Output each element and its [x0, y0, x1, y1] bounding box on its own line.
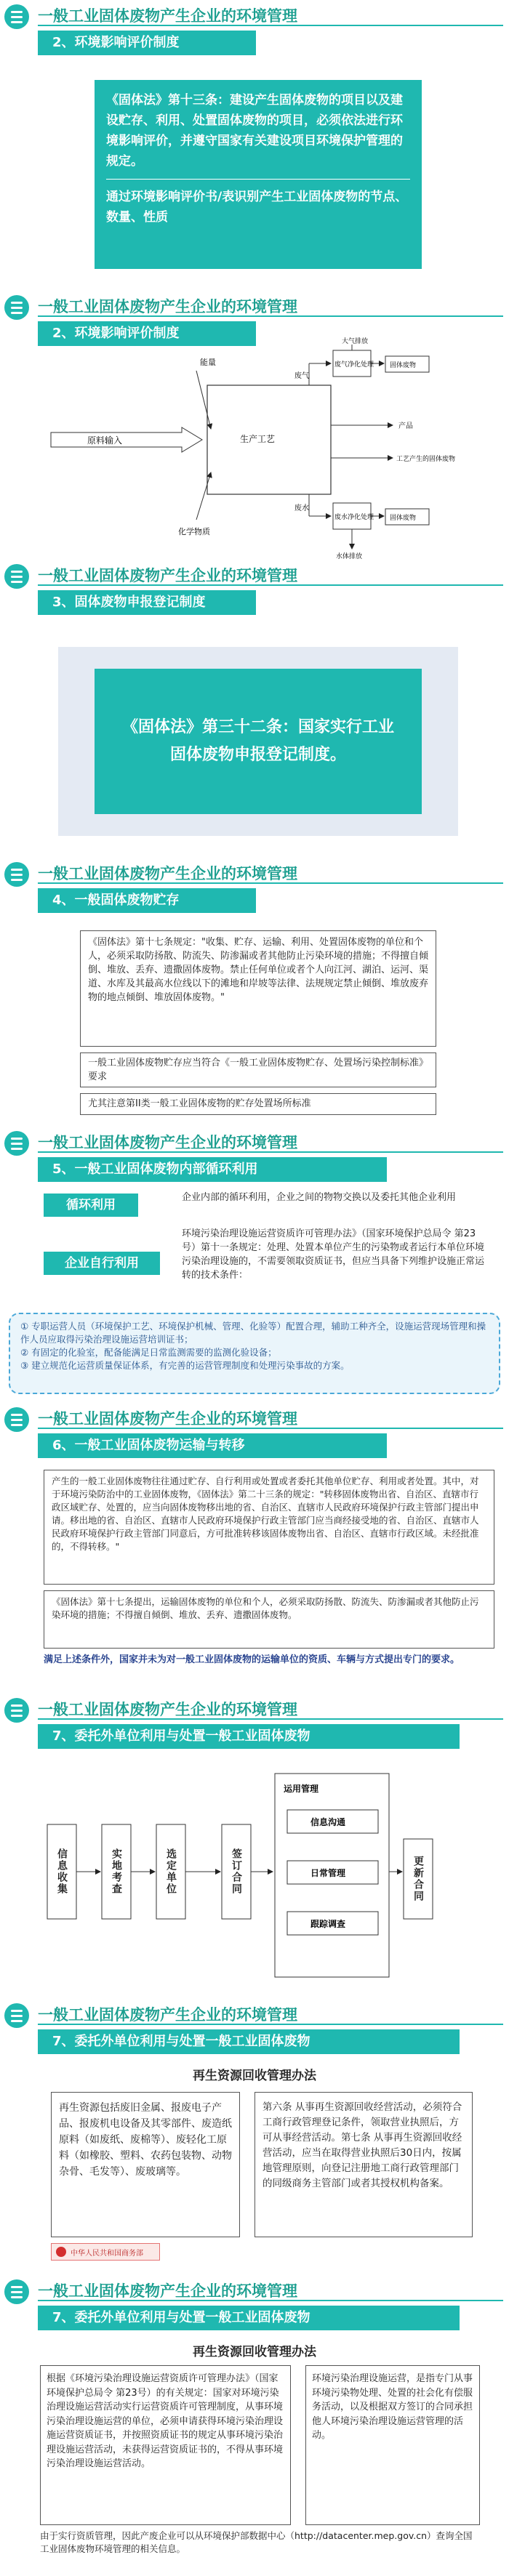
raw-input-label: 原料输入 [87, 435, 123, 446]
section-subtitle: 5、一般工业固体废物内部循环利用 [38, 1157, 387, 1182]
section-subtitle: 2、环境影响评价制度 [38, 321, 256, 346]
title-underline [38, 1151, 503, 1153]
regulation-title: 再生资源回收管理办法 [193, 2344, 316, 2359]
condition-item: ③ 建立规范化运营质量保证体系，有完善的运营管理制度和处理污染事故的方案。 [20, 1360, 350, 1371]
section-subtitle: 2、环境影响评价制度 [38, 31, 256, 55]
menu-icon [4, 2003, 29, 2028]
energy-label: 能量 [200, 358, 216, 367]
menu-icon [4, 2279, 29, 2304]
discharge-label: 水体排放 [336, 553, 363, 560]
mgmt-item: 日常管理 [310, 1868, 346, 1878]
registration-backdrop [58, 647, 458, 836]
product-label: 产品 [398, 422, 413, 430]
logo-caption: 中华人民共和国商务部 [71, 2249, 143, 2258]
water-label: 废水 [294, 504, 309, 512]
step-label: 签订合同 [231, 1848, 242, 1895]
step-label: 更新合同 [412, 1856, 424, 1902]
section-subtitle: 3、固体废物申报登记制度 [38, 590, 256, 615]
registration-text: 《固体法》第三十二条：国家实行工业固体废物申报登记制度。 [95, 669, 422, 814]
section-title: 一般工业固体废物产生企业的环境管理 [38, 567, 297, 584]
title-underline [38, 2300, 503, 2301]
entrust-flow-diagram [0, 1759, 509, 1992]
solid-waste-label-2: 固体废物 [390, 515, 417, 522]
title-underline [38, 1718, 503, 1720]
conditions-box [9, 1313, 500, 1394]
step-label: 信息收集 [56, 1848, 68, 1895]
chemicals-label: 化学物质 [178, 527, 210, 536]
title-underline [38, 25, 503, 26]
eia-note-text: 通过环境影响评价书/表识别产生工业固体废物的节点、数量、性质 [106, 190, 408, 225]
transport-conclusion: 满足上述条件外，国家并未为对一般工业固体废物的运输单位的资质、车辆与方式提出专门的要求。 [44, 1654, 460, 1665]
title-underline [38, 882, 503, 884]
storage-standard-box: 一般工业固体废物贮存应当符合《一般工业固体废物贮存、处置场污染控制标准》要求 [80, 1052, 436, 1087]
section-title: 一般工业固体废物产生企业的环境管理 [38, 7, 297, 25]
section-subtitle: 7、委托外单位利用与处置一般工业固体废物 [38, 1724, 460, 1749]
title-underline [38, 584, 503, 586]
storage-law-box: 《固体法》第十七条规定："收集、贮存、运输、利用、处置固体废物的单位和个人，必须采取防扬散、防流失、防渗漏或者其他防止污染环境的措施；不得擅自倾倒、堆放、丢弃、遗撒固体废物。禁止任何单位或者个人向江河、湖泊、运河、渠道、水库及其最高水位线以下的滩地和岸坡等法律、法规规定禁止倾倒、堆放废弃物的地点倾倒、堆放固体废物。" [80, 930, 436, 1047]
gas-label: 废气 [294, 372, 309, 380]
mgmt-item: 跟踪调查 [310, 1919, 346, 1929]
recycle-label: 循环利用 [44, 1194, 138, 1217]
byproduct-label: 工艺产生的固体废物 [396, 456, 456, 463]
transport-rule-box: 《固体法》第十七条提出，运输固体废物的单位和个人，必须采取防扬散、防流失、防渗漏或者其他防止污染环境的措施；不得擅自倾倒、堆放、丢弃、遗撒固体废物。 [44, 1590, 494, 1649]
menu-icon [4, 862, 29, 887]
self-use-text: 环境污染治理设施运营资质许可管理办法》（国家环境保护总局令 第23号）第十一条规定：处理、处置本单位产生的污染物或者运行本单位环境污染治理设施的，不需要领取资质证书，但应当具备下列维护设施正常运转的技术条件： [182, 1228, 485, 1281]
gas-treat-label: 废气净化处理 [334, 361, 374, 369]
operation-definition: 环境污染治理设施运营，是指专门从事环境污染物处理、处置的社会化有偿服务活动，以及根据双方签订的合同承担他人环境污染治理设施运营管理的活动。 [305, 2365, 480, 2525]
solid-waste-label: 固体废物 [390, 362, 417, 369]
section-title: 一般工业固体废物产生企业的环境管理 [38, 2006, 297, 2024]
title-underline [38, 2024, 503, 2025]
section-transport [0, 1403, 509, 1694]
mofcom-logo [51, 2243, 160, 2261]
footer-note: 由于实行资质管理，因此产废企业可以从环境保护部数据中心（http://datacenter.mep.gov.cn）查询全国工业固体废物环境管理的相关信息。 [40, 2530, 473, 2554]
section-storage [0, 858, 509, 1127]
section-subtitle: 4、一般固体废物贮存 [38, 888, 256, 913]
section-title: 一般工业固体废物产生企业的环境管理 [38, 1410, 297, 1428]
step-label: 选定单位 [165, 1848, 177, 1895]
condition-item: ① 专职运营人员（环境保护工艺、环境保护机械、管理、化验等）配置合理，辅助工种齐全，设施运营现场管理和操作人员应取得污染治理设施运营培训证书； [20, 1321, 486, 1345]
chemicals-line [196, 472, 211, 520]
mgmt-title: 运用管理 [284, 1784, 319, 1794]
section-eia-text [0, 0, 509, 291]
section-entrust-flow [0, 1694, 509, 1999]
section-title: 一般工业固体废物产生企业的环境管理 [38, 1134, 297, 1151]
section-operation-license [0, 2275, 509, 2576]
air-label: 大气排放 [342, 338, 369, 345]
section-subtitle: 6、一般工业固体废物运输与转移 [38, 1433, 387, 1458]
regulation-title: 再生资源回收管理办法 [193, 2068, 316, 2083]
eia-highlight-box [95, 80, 422, 269]
water-treat-label: 废水净化处理 [334, 514, 374, 521]
section-subtitle: 7、委托外单位利用与处置一般工业固体废物 [38, 2306, 460, 2330]
condition-item: ② 有固定的化验室，配备能满足日常监测需要的监测化验设备； [20, 1347, 277, 1358]
recycle-articles: 第六条 从事再生资源回收经营活动，必须符合工商行政管理登记条件，领取营业执照后，方可从事经营活动。第七条 从事再生资源回收经营活动，应当在取得营业执照后30日内，按属地管理原则，向登记注册地工商行政管理部门的同级商务主管部门或者其授权机构备案。 [254, 2092, 473, 2237]
section-title: 一般工业固体废物产生企业的环境管理 [38, 865, 297, 882]
eia-law-text: 《固体法》第十三条：建设产生固体废物的项目以及建设贮存、利用、处置固体废物的项目，必须依法进行环境影响评价，并遵守国家有关建设项目环境保护管理的规定。 [106, 93, 403, 169]
menu-icon [4, 1131, 29, 1156]
menu-icon [4, 1698, 29, 1723]
menu-icon [4, 4, 29, 29]
resource-definition: 再生资源包括废旧金属、报废电子产品、报废机电设备及其零部件、废造纸原料（如废纸、废棉等）、废轻化工原料（如橡胶、塑料、农药包装物、动物杂骨、毛发等）、废玻璃等。 [51, 2092, 240, 2237]
mgmt-item: 信息沟通 [310, 1817, 346, 1827]
recycle-text: 企业内部的循环利用，企业之间的物物交换以及委托其他企业利用 [182, 1192, 457, 1203]
menu-icon [4, 564, 29, 589]
section-recycling [0, 1127, 509, 1403]
self-use-label: 企业自行利用 [44, 1252, 160, 1275]
process-label: 生产工艺 [240, 434, 276, 444]
emblem-icon [56, 2247, 66, 2257]
menu-icon [4, 1407, 29, 1432]
step-label: 实地考查 [111, 1848, 122, 1895]
transport-law-box: 产生的一般工业固体废物往往通过贮存、自行利用或处置或者委托其他单位贮存、利用或者处置。其中，对于环境污染防治中的工业固体废物，《固体法》第二十三条的规定："转移固体废物出省、自治区、直辖市行政区域贮存、处置的，应当向固体废物移出地的省、自治区、直辖市人民政府环境保护行政主管部门提出申请。移出地的省、自治区、直辖市人民政府环境保护行政主管部门应当商经接受地的省、自治区、直辖市人民政府环境保护行政主管部门同意后，方可批准转移该固体废物出省、自治区、直辖市行政区域。未经批准的，不得转移。" [44, 1470, 494, 1585]
section-registration [0, 560, 509, 858]
storage-note-box: 尤其注意第II类一般工业固体废物的贮存处置场所标准 [80, 1093, 436, 1115]
section-title: 一般工业固体废物产生企业的环境管理 [38, 2282, 297, 2300]
title-underline [38, 315, 503, 317]
section-subtitle: 7、委托外单位利用与处置一般工业固体废物 [38, 2029, 460, 2054]
title-underline [38, 1428, 503, 1429]
menu-icon [4, 295, 29, 320]
raw-input-arrow [51, 427, 202, 452]
section-recycle-rules [0, 1999, 509, 2275]
license-text: 根据《环境污染治理设施运营资质许可管理办法》（国家环境保护总局令 第23号）的有关规定：国家对环境污染治理设施运营活动实行运营资质许可管理制度，从事环境污染治理设施运营的单位，必须申请获得环境污染治理设施运营资质证书，并按照资质证书的规定从事环境污染治理设施运营活动，未获得运营资质证书的，不得从事环境污染治理设施运营活动。 [40, 2365, 291, 2525]
process-flow-diagram [0, 338, 509, 560]
divider [106, 179, 410, 180]
section-title: 一般工业固体废物产生企业的环境管理 [38, 1701, 297, 1718]
section-title: 一般工业固体废物产生企业的环境管理 [38, 298, 297, 315]
section-eia-flow [0, 291, 509, 560]
